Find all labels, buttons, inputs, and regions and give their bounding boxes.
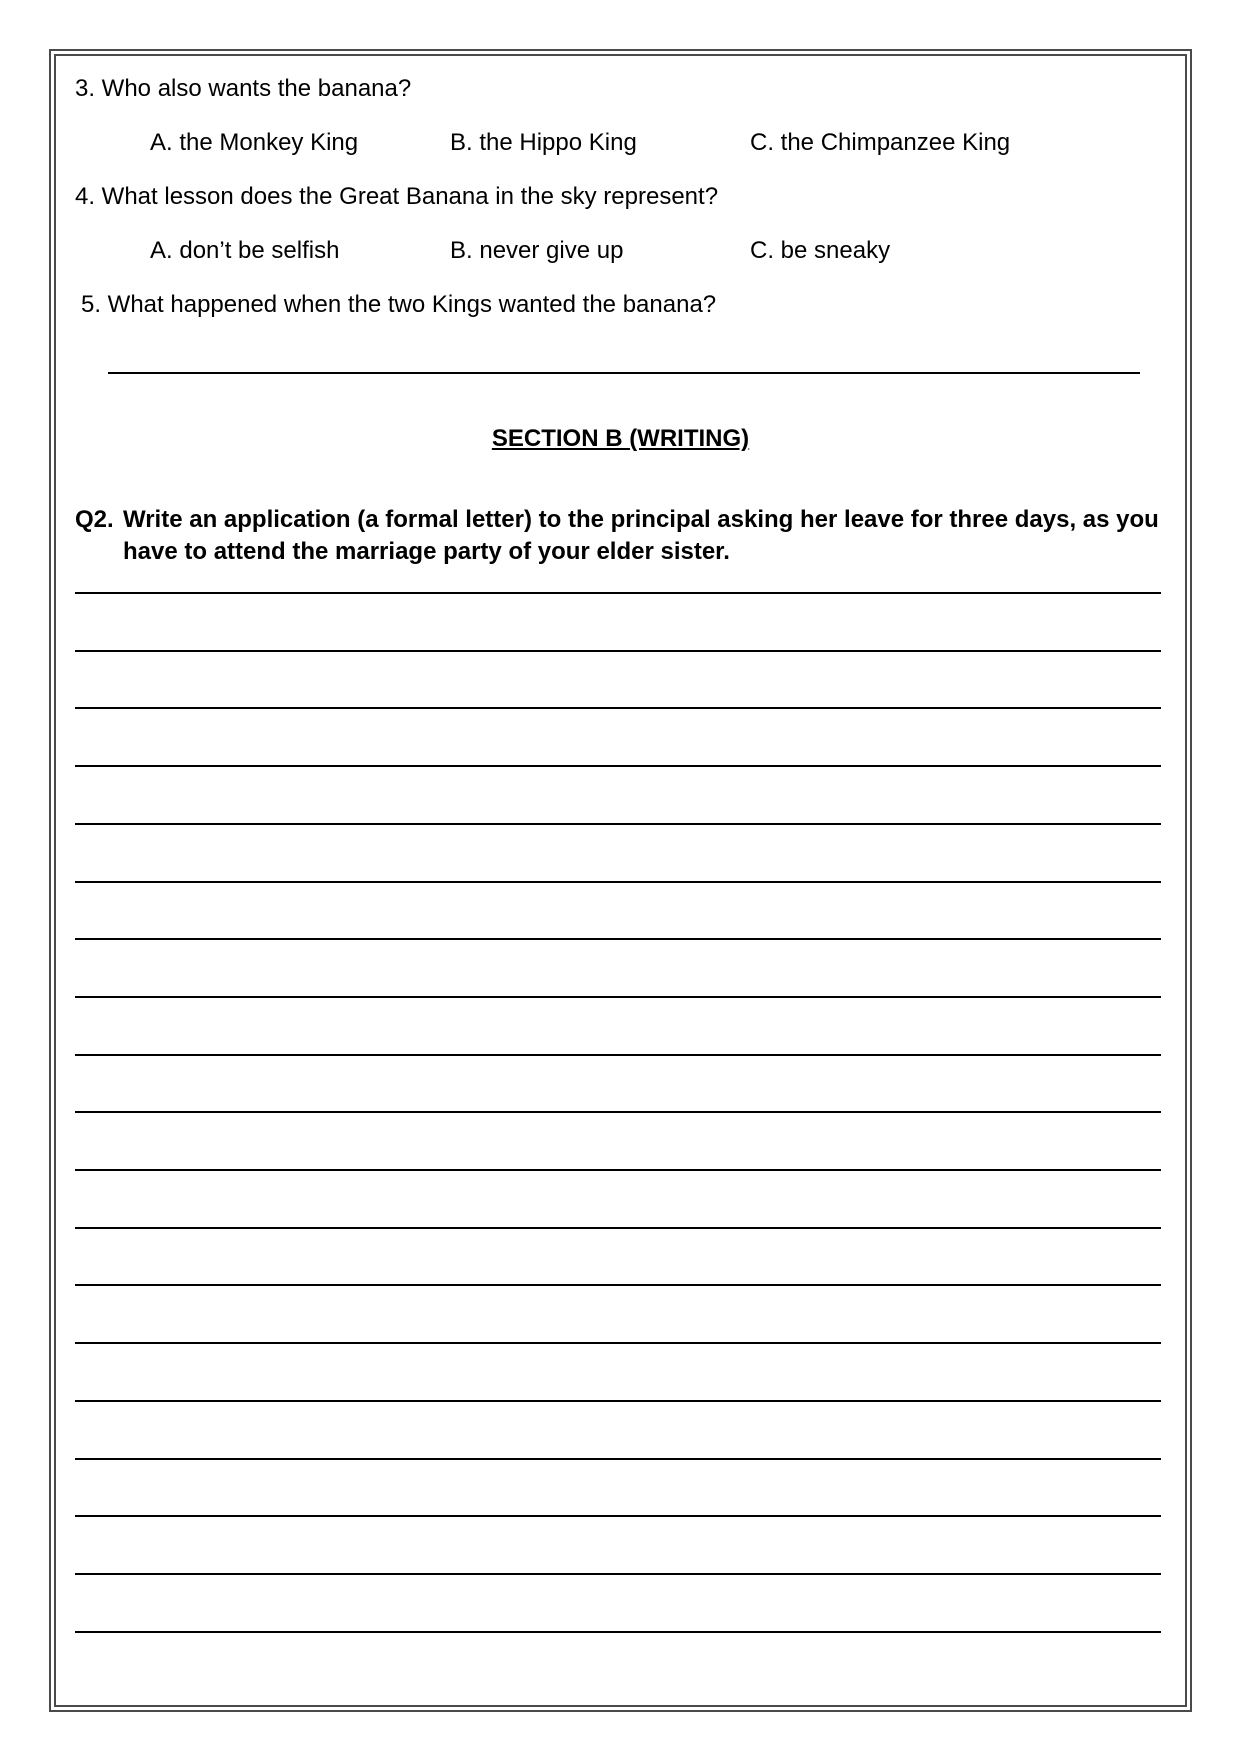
section-b-heading: SECTION B (WRITING) bbox=[491, 425, 750, 452]
question-5-answer-line[interactable] bbox=[108, 372, 1140, 374]
question-2-number: Q2. bbox=[75, 506, 114, 533]
writing-line[interactable] bbox=[75, 938, 1161, 940]
question-3: 3. Who also wants the banana? bbox=[75, 75, 412, 102]
writing-line[interactable] bbox=[75, 1227, 1161, 1229]
writing-line[interactable] bbox=[75, 650, 1161, 652]
writing-line[interactable] bbox=[75, 592, 1161, 594]
question-4-option-c: C. be sneaky bbox=[750, 237, 891, 264]
writing-line[interactable] bbox=[75, 1284, 1161, 1286]
writing-line[interactable] bbox=[75, 1342, 1161, 1344]
writing-line[interactable] bbox=[75, 1111, 1161, 1113]
question-2-prompt: Write an application (a formal letter) to the principal asking her leave for three days, as you have to attend the marriage party of your elder sister. bbox=[123, 506, 1159, 565]
question-4-option-a: A. don’t be selfish bbox=[150, 237, 340, 264]
writing-line[interactable] bbox=[75, 1631, 1161, 1633]
writing-line[interactable] bbox=[75, 1515, 1161, 1517]
writing-line[interactable] bbox=[75, 881, 1161, 883]
writing-line[interactable] bbox=[75, 1169, 1161, 1171]
writing-line[interactable] bbox=[75, 996, 1161, 998]
writing-line[interactable] bbox=[75, 1458, 1161, 1460]
question-5: 5. What happened when the two Kings wanted the banana? bbox=[81, 291, 717, 318]
writing-line[interactable] bbox=[75, 823, 1161, 825]
writing-line[interactable] bbox=[75, 1054, 1161, 1056]
writing-line[interactable] bbox=[75, 1573, 1161, 1575]
question-4-option-b: B. never give up bbox=[450, 237, 624, 264]
writing-line[interactable] bbox=[75, 765, 1161, 767]
question-3-option-a: A. the Monkey King bbox=[150, 129, 359, 156]
question-3-option-c: C. the Chimpanzee King bbox=[750, 129, 1011, 156]
question-4: 4. What lesson does the Great Banana in the sky represent? bbox=[75, 183, 719, 210]
writing-line[interactable] bbox=[75, 1400, 1161, 1402]
writing-line[interactable] bbox=[75, 707, 1161, 709]
question-3-option-b: B. the Hippo King bbox=[450, 129, 637, 156]
